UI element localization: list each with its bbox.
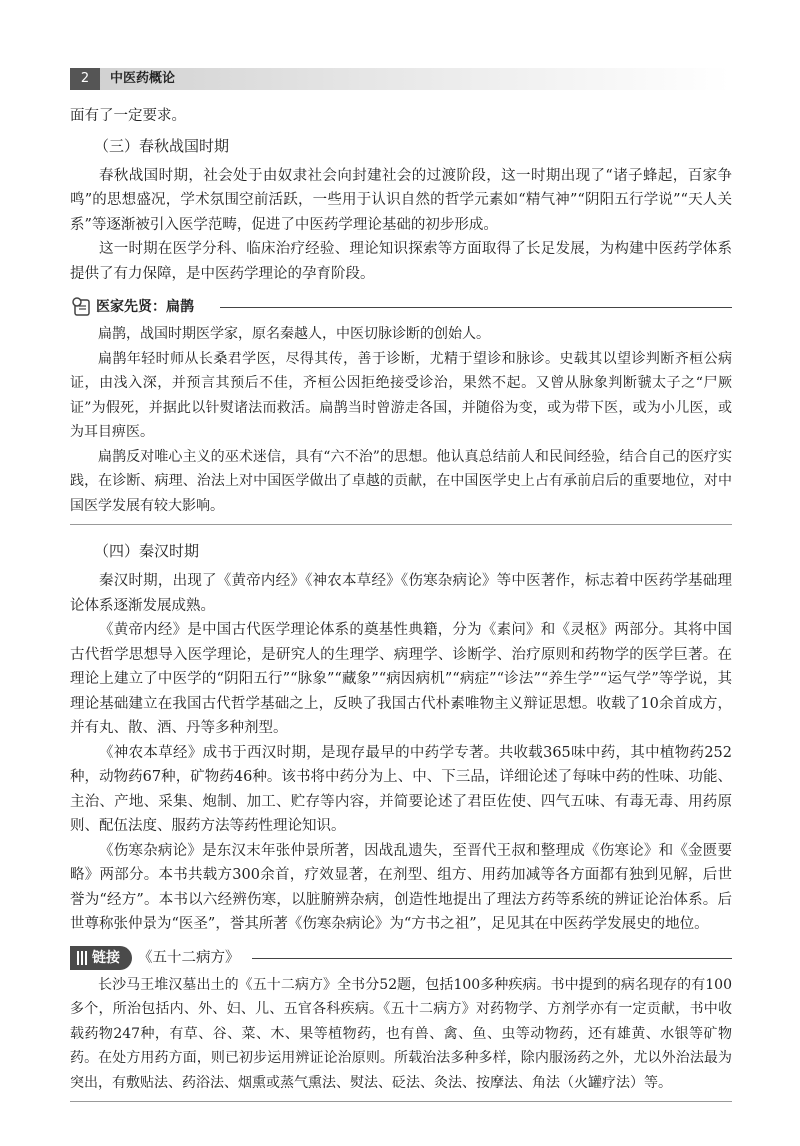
book-title: 中医药概论 (110, 71, 176, 86)
sidebar-box-header (70, 294, 732, 320)
link-label: 链接 (92, 949, 120, 966)
section-4-heading: （四）秦汉时期 (94, 542, 200, 560)
paragraph: 《伤寒杂病论》是东汉末年张仲景所著，因战乱遗失，至晋代王叔和整理成《伤寒论》和《金匮要略》两部分。本书共载方300余首，疗效显著，在剂型、组方、用药加减等各方面都有独到见解，后世誉为“经方”。本书以六经辨伤寒，以脏腑辨杂病，创造性地提出了理法方药等系统的辨证论治体系。后世尊称张仲景为“医圣”，誉其所著《伤寒杂病论》为“方书之祖”，足见其在中医药学发展史的地位。 (70, 842, 732, 932)
page-content (70, 104, 732, 1116)
sidebar-paragraph: 扁鹊反对唯心主义的巫术迷信，具有“六不治”的思想。他认真总结前人和民间经验，结合自己的医疗实践，在诊断、病理、治法上对中国医学做出了卓越的贡献，在中国医学史上占有承前启后的重要地位，对中国医学发展有较大影响。 (70, 448, 732, 514)
bars-icon (76, 950, 90, 966)
divider (70, 524, 732, 525)
link-paragraph: 长沙马王堆汉墓出土的《五十二病方》全书分52题，包括100多种疾病。书中提到的病名现存的有100多个，所治包括内、外、妇、儿、五官各科疾病。《五十二病方》对药物学、方剂学亦有一定贡献，书中收载药物247种，有草、谷、菜、木、果等植物药，也有兽、禽、鱼、虫等动物药，还有雄黄、水银等矿物药。在处方用药方面，则已初步运用辨证论治原则。所载治法多种多样，除内服汤药之外，尤以外治法最为突出，有敷贴法、药浴法、烟熏或蒸气熏法、熨法、砭法、灸法、按摩法、角法（火罐疗法）等。 (70, 976, 732, 1091)
divider (252, 958, 732, 959)
page-number: 2 (70, 68, 100, 90)
divider (70, 1101, 732, 1102)
paragraph: 秦汉时期，出现了《黄帝内经》《神农本草经》《伤寒杂病论》等中医著作，标志着中医药学基础理论体系逐渐发展成熟。 (70, 573, 732, 614)
paragraph: 《黄帝内经》是中国古代医学理论体系的奠基性典籍，分为《素问》和《灵枢》两部分。其将中国古代哲学思想导入医学理论，是研究人的生理学、病理学、诊断学、治疗原则和药物学的医学巨著。在理论上建立了中医学的“阴阳五行”“脉象”“藏象”“病因病机”“病症”“诊法”“养生学”“运气学”等学说，其理论基础建立在我国古代哲学基础之上，反映了我国古代朴素唯物主义辩证思想。收载了10余首成方，并有丸、散、酒、丹等多种剂型。 (70, 622, 732, 736)
intro-line: 面有了一定要求。 (70, 108, 186, 124)
sidebar-paragraph: 扁鹊年轻时师从长桑君学医，尽得其传，善于诊断，尤精于望诊和脉诊。史载其以望诊判断齐桓公病证，由浅入深，并预言其预后不佳，齐桓公因拒绝接受诊治，果然不起。又曾从脉象判断虢太子之“尸厥证”为假死，并据此以针熨诸法而救活。扁鹊当时曾游走各国，并随俗为变，或为带下医，或为小儿医，或为耳目痹医。 (70, 350, 732, 440)
divider (220, 307, 732, 308)
sidebar-paragraph: 扁鹊，战国时期医学家，原名秦越人，中医切脉诊断的创始人。 (98, 326, 490, 342)
link-title: 《五十二病方》 (138, 949, 240, 966)
section-3-heading: （三）春秋战国时期 (94, 136, 230, 155)
scroll-icon (72, 296, 92, 318)
sidebar-box-title: 医家先贤：扁鹊 (96, 299, 194, 315)
link-box-header (70, 945, 732, 971)
paragraph: 春秋战国时期，社会处于由奴隶社会向封建社会的过渡阶段，这一时期出现了“诸子蜂起，百家争鸣”的思想盛况，学术氛围空前活跃，一些用于认识自然的哲学元素如“精气神”“阴阳五行学说”“天人关系”等逐渐被引入医学范畴，促进了中医药学理论基础的初步形成。 (70, 167, 732, 233)
page-header (70, 68, 730, 90)
paragraph: 《神农本草经》成书于西汉时期，是现存最早的中药学专著。共收载365味中药，其中植物药252种，动物药67种，矿物药46种。该书将中药分为上、中、下三品，详细论述了每味中药的性味、功能、主治、产地、采集、炮制、加工、贮存等内容，并简要论述了君臣佐使、四气五味、有毒无毒、用药原则、配伍法度、服药方法等药性理论知识。 (70, 744, 732, 834)
link-badge (70, 946, 132, 970)
paragraph: 这一时期在医学分科、临床治疗经验、理论知识探索等方面取得了长足发展，为构建中医药学体系提供了有力保障，是中医药学理论的孕育阶段。 (70, 241, 732, 282)
